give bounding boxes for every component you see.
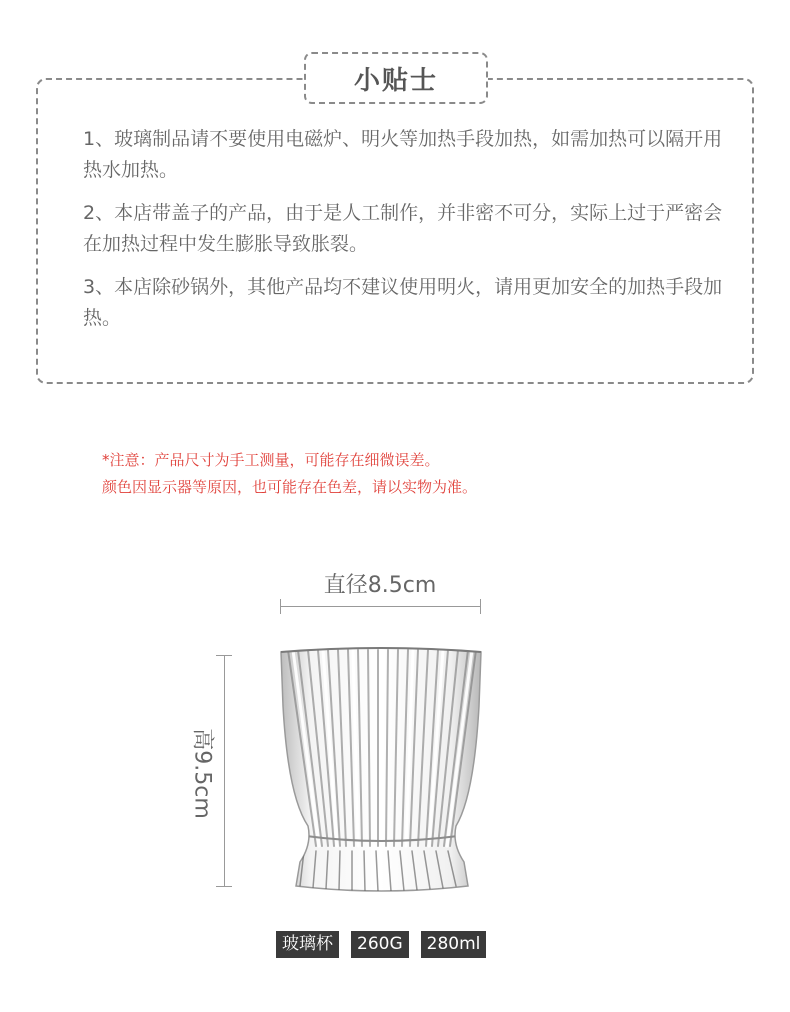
width-dimension-line xyxy=(280,606,481,607)
notice-line-1: *注意：产品尺寸为手工测量，可能存在细微误差。 xyxy=(102,451,440,469)
tips-title: 小贴士 xyxy=(304,52,488,104)
height-dimension-label: 高9.5cm xyxy=(189,728,215,819)
tag-material: 玻璃杯 xyxy=(276,931,339,958)
width-tick-right xyxy=(480,599,481,614)
tag-weight: 260G xyxy=(351,931,409,958)
width-tick-left xyxy=(280,599,281,614)
tag-capacity: 280ml xyxy=(421,931,487,958)
height-dimension-line xyxy=(224,655,225,887)
tips-list xyxy=(83,124,723,346)
tip-item-2: 2、本店带盖子的产品，由于是人工制作，并非密不可分，实际上过于严密会在加热过程中发生膨胀导致胀裂。 xyxy=(83,202,723,255)
notice-line-2: 颜色因显示器等原因，也可能存在色差，请以实物为准。 xyxy=(102,478,478,496)
notice xyxy=(102,447,742,501)
product-tags xyxy=(276,931,486,958)
tip-item-3: 3、本店除砂锅外，其他产品均不建议使用明火，请用更加安全的加热手段加热。 xyxy=(83,276,723,329)
tip-item-1: 1、玻璃制品请不要使用电磁炉、明火等加热手段加热，如需加热可以隔开用热水加热。 xyxy=(83,128,723,181)
glass-cup-icon xyxy=(276,646,486,900)
width-dimension-label: 直径8.5cm xyxy=(323,573,437,598)
